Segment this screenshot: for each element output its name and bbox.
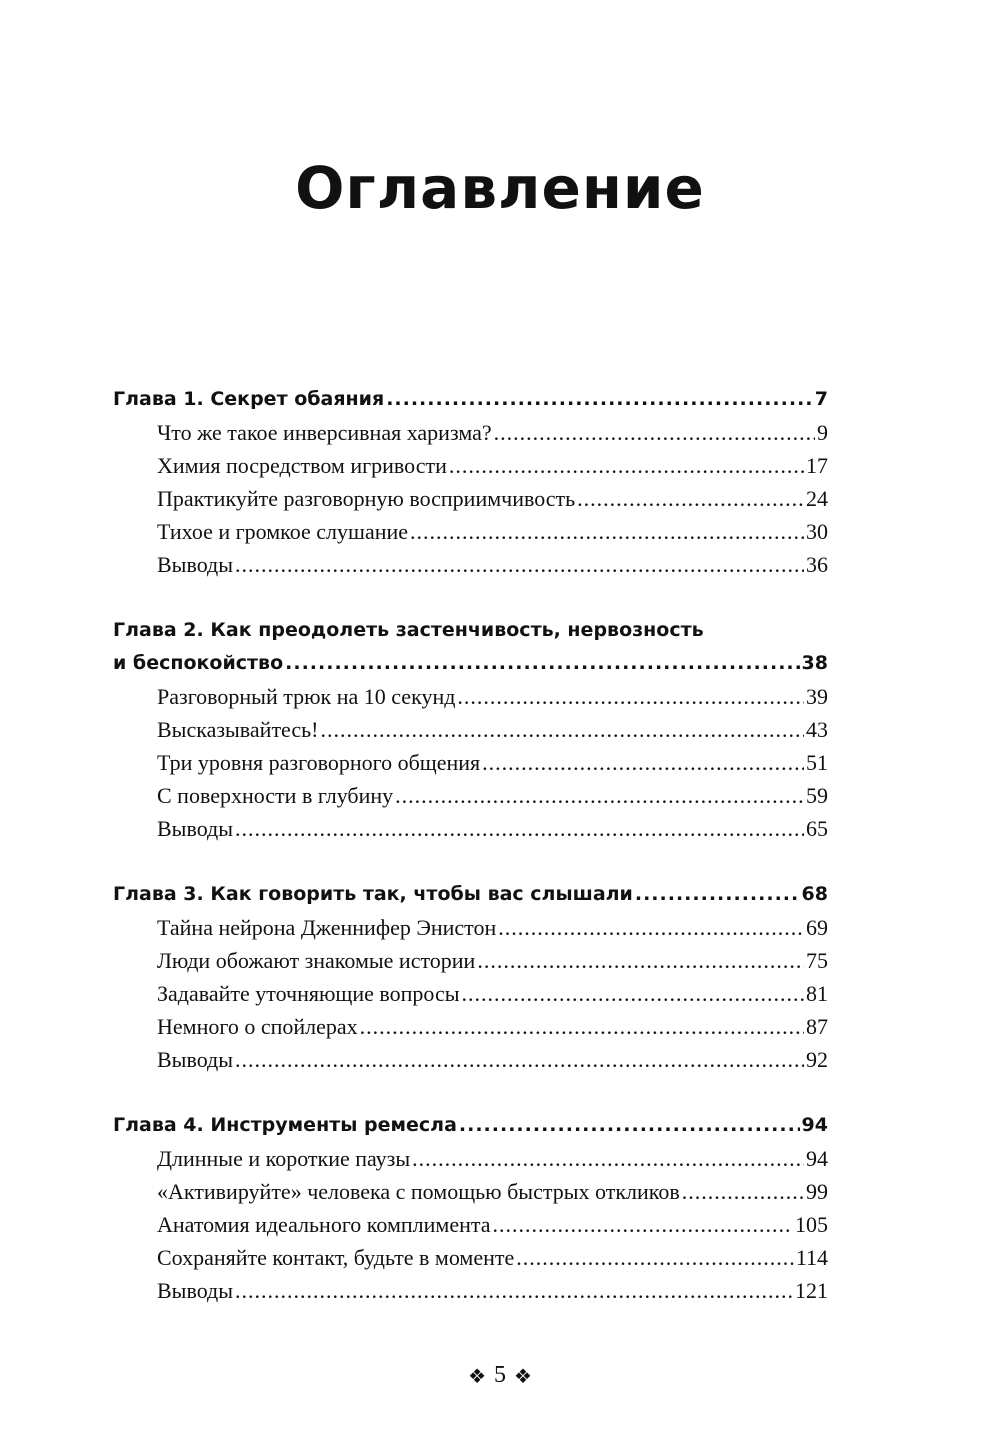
chapter-1 — [113, 383, 828, 581]
toc-entry[interactable] — [113, 911, 828, 944]
entry-title: Выводы — [157, 816, 234, 841]
dot-leader — [321, 713, 805, 746]
page-number: 69 — [806, 915, 828, 940]
entry-title: С поверхности в глубину — [157, 783, 394, 808]
dot-leader — [494, 416, 815, 449]
entry-title: Разговорный трюк на 10 секунд — [157, 684, 456, 709]
page-number: 30 — [806, 519, 828, 544]
dot-leader — [682, 1175, 804, 1208]
chapter-1-heading[interactable] — [113, 383, 828, 416]
entry-title: Высказывайтесь! — [157, 717, 319, 742]
toc-entry[interactable] — [113, 977, 828, 1010]
page-number: 114 — [795, 1245, 828, 1270]
entry-title: Задавайте уточняющие вопросы — [157, 981, 460, 1006]
page-number: 39 — [806, 684, 828, 709]
page-title: Оглавление — [295, 154, 705, 222]
toc-entry[interactable] — [113, 779, 828, 812]
ornament-right-icon: ❖ — [514, 1363, 532, 1388]
chapter-3 — [113, 878, 828, 1076]
dot-leader — [498, 911, 804, 944]
footer-page-number: 5 — [494, 1362, 506, 1388]
chapter-2 — [113, 614, 828, 845]
toc-entry[interactable] — [113, 548, 828, 581]
dot-leader — [482, 746, 804, 779]
entry-title: Сохраняйте контакт, будьте в моменте — [157, 1245, 515, 1270]
entry-title: Что же такое инверсивная харизма? — [157, 420, 492, 445]
dot-leader — [493, 1208, 793, 1241]
entry-title: Химия посредством игривости — [157, 453, 447, 478]
dot-leader — [449, 449, 804, 482]
entry-title: Немного о спойлерах — [157, 1014, 358, 1039]
table-of-contents — [113, 383, 828, 1340]
page-number: 9 — [817, 420, 828, 445]
chapter-title[interactable]: Глава 2. Как преодолеть застенчивость, нервозность — [113, 619, 704, 641]
entry-title: Выводы — [157, 1278, 234, 1303]
toc-entry[interactable] — [113, 812, 828, 845]
toc-entry[interactable] — [113, 713, 828, 746]
chapter-title: Глава 1. Секрет обаяния — [113, 388, 385, 410]
toc-entry[interactable] — [113, 515, 828, 548]
entry-title: Тихое и громкое слушание — [157, 519, 409, 544]
page-footer — [0, 1362, 1000, 1389]
page-number: 94 — [806, 1146, 828, 1171]
toc-entry[interactable] — [113, 944, 828, 977]
dot-leader — [235, 812, 804, 845]
chapter-4-heading[interactable] — [113, 1109, 828, 1142]
entry-title: Длинные и короткие паузы — [157, 1146, 411, 1171]
entry-title: Люди обожают знакомые истории — [157, 948, 476, 973]
page-number: 99 — [806, 1179, 828, 1204]
toc-entry[interactable] — [113, 1208, 828, 1241]
page-number: 68 — [801, 883, 828, 905]
toc-entry[interactable] — [113, 416, 828, 449]
dot-leader — [235, 1043, 804, 1076]
dot-leader — [360, 1010, 804, 1043]
page-number: 38 — [801, 652, 828, 674]
dot-leader — [410, 515, 804, 548]
toc-entry[interactable] — [113, 1274, 828, 1307]
entry-title: Выводы — [157, 552, 234, 577]
dot-leader — [395, 779, 804, 812]
dot-leader — [577, 482, 804, 515]
dot-leader — [235, 548, 804, 581]
page-number: 94 — [801, 1114, 828, 1136]
dot-leader — [462, 977, 805, 1010]
toc-entry[interactable] — [113, 1142, 828, 1175]
toc-entry[interactable] — [113, 482, 828, 515]
chapter-3-heading[interactable] — [113, 878, 828, 911]
chapter-title-continued: и беспокойство — [113, 652, 284, 674]
page-number: 105 — [795, 1212, 828, 1237]
chapter-title: Глава 3. Как говорить так, чтобы вас слышали — [113, 883, 633, 905]
page-number: 17 — [806, 453, 828, 478]
dot-leader — [412, 1142, 804, 1175]
toc-entry[interactable] — [113, 746, 828, 779]
page-number: 36 — [806, 552, 828, 577]
page-number: 75 — [806, 948, 828, 973]
page-number: 24 — [806, 486, 828, 511]
dot-leader — [285, 647, 799, 680]
page-number: 121 — [795, 1278, 828, 1303]
page-number: 92 — [806, 1047, 828, 1072]
toc-entry[interactable] — [113, 1043, 828, 1076]
toc-entry[interactable] — [113, 1175, 828, 1208]
page-number: 51 — [806, 750, 828, 775]
dot-leader — [477, 944, 804, 977]
entry-title: Практикуйте разговорную восприимчивость — [157, 486, 576, 511]
entry-title: Тайна нейрона Дженнифер Энистон — [157, 915, 497, 940]
ornament-left-icon: ❖ — [468, 1363, 486, 1388]
entry-title: «Активируйте» человека с помощью быстрых откликов — [157, 1179, 680, 1204]
page-number: 65 — [806, 816, 828, 841]
page-number: 59 — [806, 783, 828, 808]
page-number: 7 — [814, 388, 828, 410]
page-number: 87 — [806, 1014, 828, 1039]
page-number: 43 — [806, 717, 828, 742]
toc-entry[interactable] — [113, 680, 828, 713]
chapter-4 — [113, 1109, 828, 1307]
entry-title: Выводы — [157, 1047, 234, 1072]
dot-leader — [459, 1109, 800, 1142]
dot-leader — [386, 383, 813, 416]
entry-title: Анатомия идеального комплимента — [157, 1212, 491, 1237]
toc-entry[interactable] — [113, 1241, 828, 1274]
toc-entry[interactable] — [113, 449, 828, 482]
toc-entry[interactable] — [113, 1010, 828, 1043]
chapter-title: Глава 4. Инструменты ремесла — [113, 1114, 457, 1136]
chapter-2-heading[interactable] — [113, 647, 828, 680]
entry-title: Три уровня разговорного общения — [157, 750, 481, 775]
dot-leader — [235, 1274, 793, 1307]
dot-leader — [635, 878, 800, 911]
dot-leader — [516, 1241, 794, 1274]
page-number: 81 — [806, 981, 828, 1006]
dot-leader — [457, 680, 804, 713]
